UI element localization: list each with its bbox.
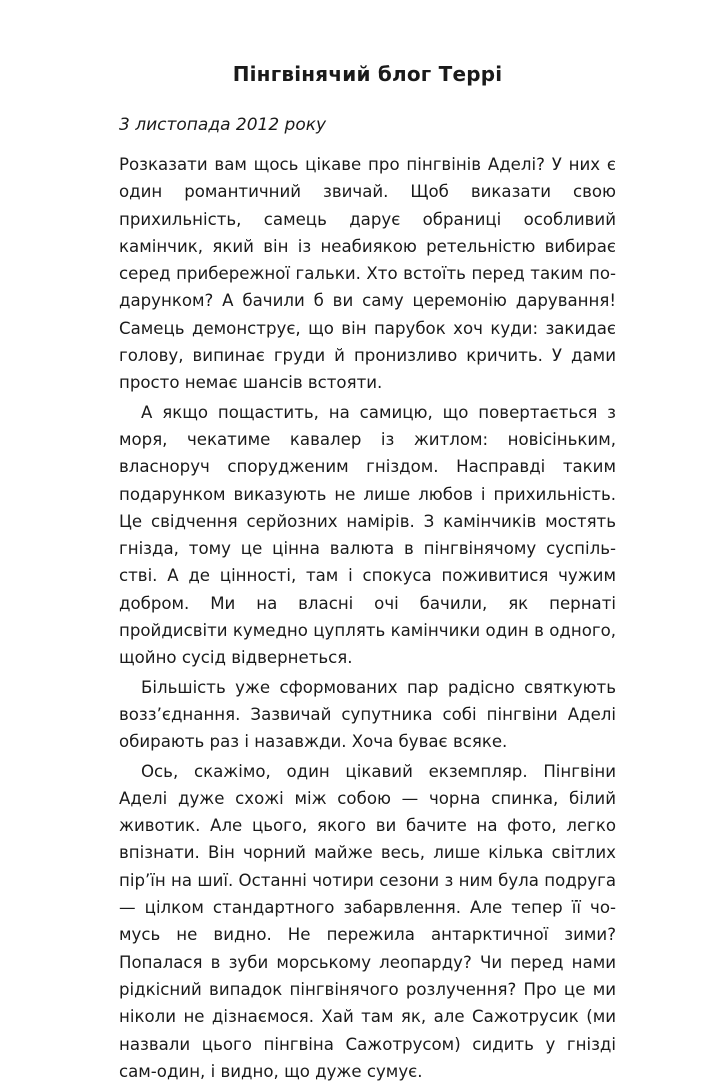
- document-title: Пінгвінячий блог Террі: [232, 62, 503, 86]
- paragraph-4: Ось, скажімо, один цікавий екземпляр. Пінгвіни Аделі дуже схожі між собою — чорна спинка, білий животик. Але цього, якого ви бачите на фото, легко впізнати. Він чорний майже весь, лише кілька світлих пір’їн на шиї. Останні чотири сезони з ним була подруга — цілком стандартного забарвлення. Але тепер її чомусь не видно. Не пережила антарктичної зими? Попалася в зуби морському леопарду? Чи перед нами рідкісний випадок пінгвінячого розлучення? Про це ми ніколи не дізнаємося. Хай там як, але Сажотрусик (ми назвали цього пінгвіна Сажотрусом) сидить у гнізді сам-один, і видно, що дуже сумує.: [119, 761, 616, 1081]
- document-page: [119, 60, 616, 1085]
- paragraph-1: Розказати вам щось цікаве про пінгвінів Аделі? У них є один романтичний звичай. Щоб виказати свою прихильність, самець дарує обраниці особливий камінчик, який він із неабиякою ретельністю вибирає серед прибережної гальки. Хто встоїть перед таким подарунком? А бачили б ви саму церемонію дарування! Самець демонструє, що він парубок хоч куди: закидає голову, випинає груди й пронизливо кричить. У дами просто немає шансів встояти.: [119, 155, 616, 393]
- paragraph-2: А якщо пощастить, на самицю, що повертається з моря, чекатиме кавалер із житлом: новісіньким, власноруч спорудженим гніздом. Насправді таким подарунком виказують не лише любов і прихильність. Це свідчення серйозних намірів. З камінчиків мостять гнізда, тому це цінна валюта в пінгвінячому суспільстві. А де цінності, там і спокуса поживитися чужим добром. Ми на власні очі бачили, як пернаті пройдисвіти кумедно цуплять камінчики один в одного, щойно сусід відвернеться.: [119, 402, 616, 668]
- post-date: 3 листопада 2012 року: [119, 115, 327, 135]
- paragraph-3: Більшість уже сформованих пар радісно святкують возз’єднання. Зазвичай супутника собі пінгвіни Аделі обирають раз і назавжди. Хоча буває всяке.: [119, 677, 616, 752]
